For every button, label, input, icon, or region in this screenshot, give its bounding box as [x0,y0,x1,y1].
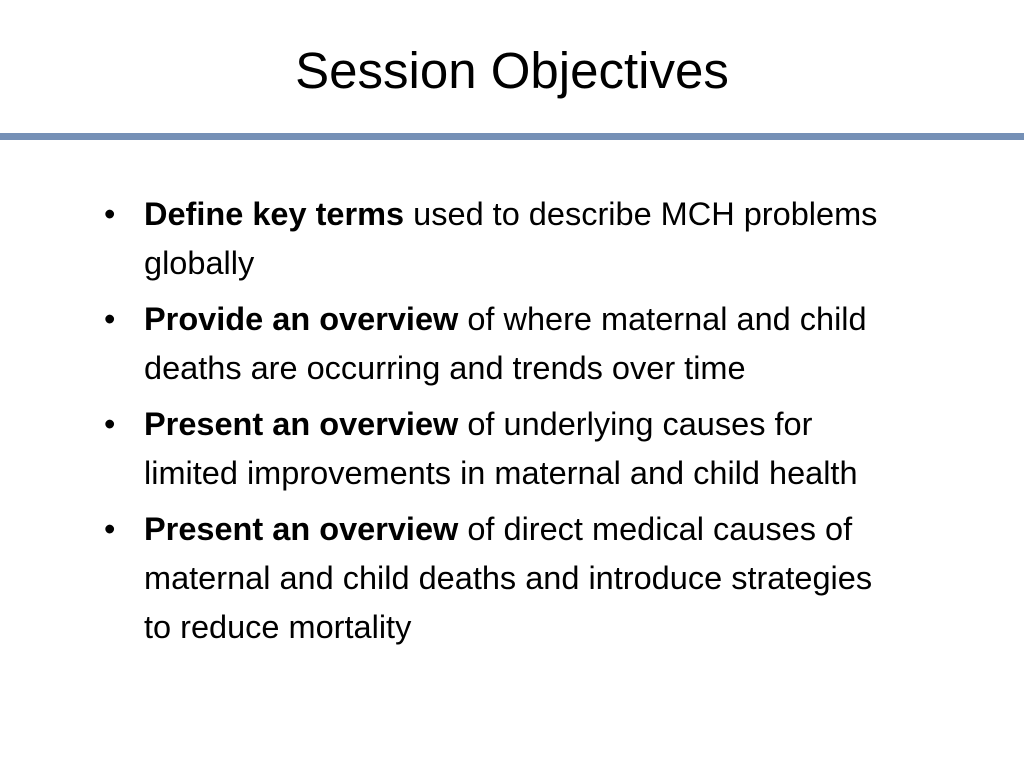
bullet-lead-text: Present an overview [144,406,459,442]
bullet-lead-text: Define key terms [144,196,405,232]
bullet-icon: • [104,301,116,337]
bullet-body-text: of where maternal and child deaths are occurring and trends over time [144,301,867,386]
bullet-lead-text: Present an overview [144,511,459,547]
bullet-body-text: of direct medical causes of maternal and child deaths and introduce strategies to reduce mortality [144,511,873,645]
title-divider [0,133,1024,140]
bullet-body-text: of underlying causes for limited improvements in maternal and child health [144,406,858,491]
bullet-body-text: used to describe MCH problems globally [144,196,878,281]
bullet-lead-text: Provide an overview [144,301,459,337]
slide-title: Session Objectives [295,42,729,99]
bullet-icon: • [104,406,116,442]
list-item [104,295,904,393]
bullet-icon: • [104,196,116,232]
bullet-icon: • [104,511,116,547]
list-item [104,190,904,288]
list-item [104,505,904,652]
objectives-list [104,190,904,659]
list-item [104,400,904,498]
